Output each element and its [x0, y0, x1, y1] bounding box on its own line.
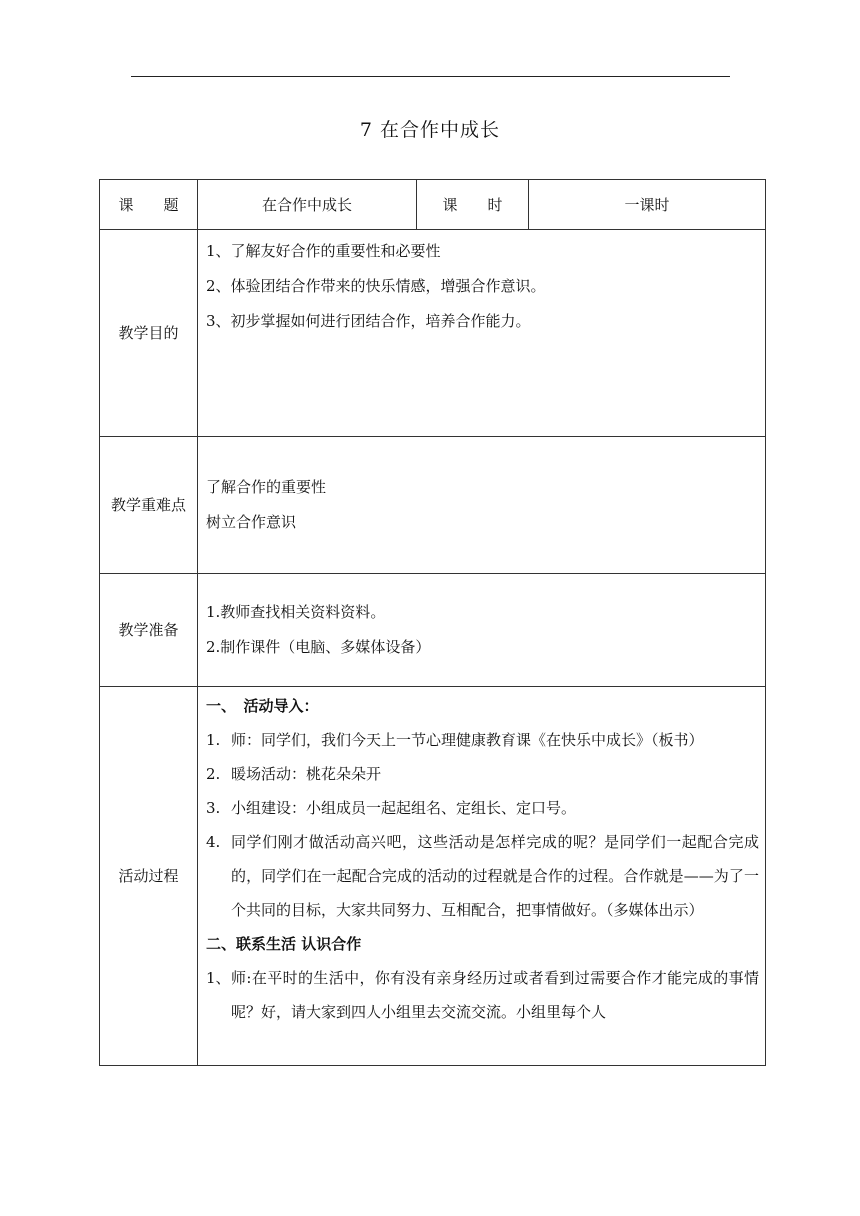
- key-point-item: 了解合作的重要性: [206, 478, 327, 496]
- preparation-row: [100, 574, 766, 687]
- section-2-title: 二、联系生活 认识合作: [206, 935, 362, 953]
- process-item-text: 暖场活动：桃花朵朵开: [231, 765, 382, 783]
- topic-label: 课 题: [100, 180, 198, 230]
- period-value: 一课时: [529, 180, 766, 230]
- process-item: [206, 825, 759, 927]
- process-label: 活动过程: [100, 687, 198, 1066]
- preparation-item: 1.教师查找相关资料资料。: [206, 603, 386, 621]
- lesson-plan-table: [99, 179, 766, 1066]
- process-item-number: 4.: [206, 833, 221, 851]
- objectives-row: [100, 230, 766, 437]
- section-1-title: 一、 活动导入：: [206, 697, 319, 715]
- preparation-content: [198, 574, 766, 687]
- key-points-row: [100, 437, 766, 574]
- process-item-text: 师：同学们，我们今天上一节心理健康教育课《在快乐中成长》（板书）: [231, 731, 704, 749]
- key-points-content: [198, 437, 766, 574]
- process-row: [100, 687, 766, 1066]
- process-item: [206, 791, 759, 825]
- objective-item: 2、体验团结合作带来的快乐情感，增强合作意识。: [206, 277, 546, 295]
- process-item: [206, 961, 759, 1029]
- process-content: [198, 687, 766, 1066]
- process-item-number: 1、: [206, 969, 231, 987]
- process-item-text: 同学们刚才做活动高兴吧，这些活动是怎样完成的呢？是同学们一起配合完成的，同学们在一起配合完成的活动的过程就是合作的过程。合作就是——为了一个共同的目标，大家共同努力、互相配合，把事情做好。（多媒体出示）: [231, 833, 759, 919]
- header-row: [100, 180, 766, 230]
- process-item: [206, 757, 759, 791]
- process-item-number: 3.: [206, 799, 221, 817]
- topic-value: 在合作中成长: [198, 180, 417, 230]
- objective-item: 3、初步掌握如何进行团结合作，培养合作能力。: [206, 312, 531, 330]
- preparation-label: 教学准备: [100, 574, 198, 687]
- key-point-item: 树立合作意识: [206, 513, 297, 531]
- process-item-number: 2.: [206, 765, 221, 783]
- process-item: [206, 723, 759, 757]
- objectives-content: [198, 230, 766, 437]
- preparation-item: 2.制作课件（电脑、多媒体设备）: [206, 638, 431, 656]
- header-rule: [131, 76, 730, 77]
- process-item-number: 1.: [206, 731, 221, 749]
- process-item-text: 小组建设：小组成员一起起组名、定组长、定口号。: [231, 799, 577, 817]
- process-item-text: 师:在平时的生活中，你有没有亲身经历过或者看到过需要合作才能完成的事情呢？好，请大家到四人小组里去交流交流。小组里每个人: [231, 969, 759, 1021]
- lesson-title: 7 在合作中成长: [359, 119, 501, 141]
- objective-item: 1、了解友好合作的重要性和必要性: [206, 242, 441, 260]
- period-label: 课 时: [417, 180, 529, 230]
- objectives-label: 教学目的: [100, 230, 198, 437]
- key-points-label: 教学重难点: [100, 437, 198, 574]
